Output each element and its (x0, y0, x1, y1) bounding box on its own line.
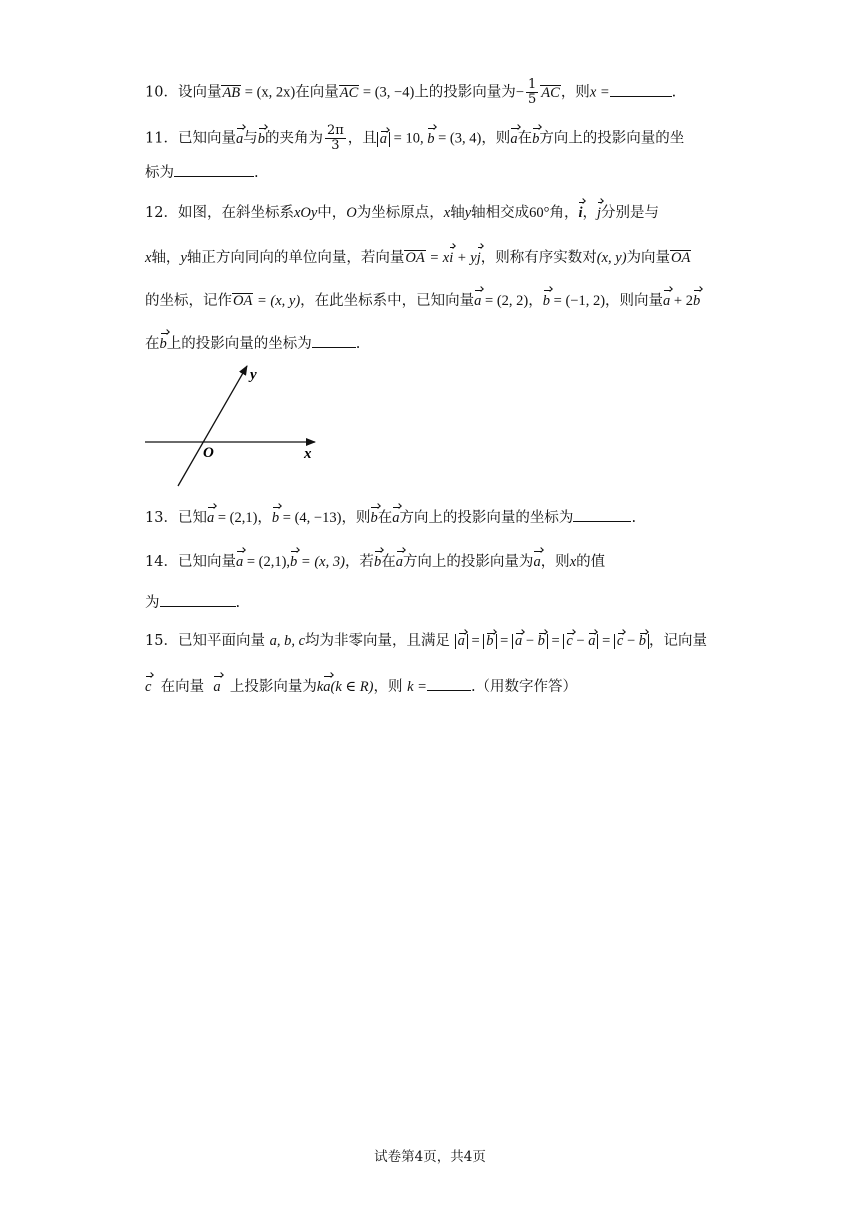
question-14-line2: 为 . (145, 592, 240, 613)
question-number: 11． (145, 130, 178, 147)
vector-ab: AB (222, 84, 241, 101)
question-number: 14． (145, 554, 178, 570)
vectors-abc: a, b, c (269, 633, 305, 649)
vector-b: b (257, 130, 265, 147)
answer-blank[interactable] (312, 333, 356, 348)
page-footer: 试卷第4页，共4页 (374, 1149, 486, 1165)
origin-label: O (203, 445, 214, 461)
question-number: 15． (145, 633, 178, 649)
y-axis (178, 366, 247, 486)
question-15: 15．已知平面向量 a, b, c均为非零向量，且满足 a = b = a − b = c − a = c − b ，记向量 (145, 633, 708, 649)
equal-magnitudes: a = b = a − b = c − a = c − b (455, 633, 649, 649)
fraction: $\frac{2\pi}{3}$ (326, 123, 344, 153)
vector-a: a (235, 130, 244, 147)
answer-blank[interactable] (427, 676, 471, 691)
y-axis-label: y (250, 367, 257, 383)
vector-ac: AC (339, 84, 359, 101)
answer-blank[interactable] (174, 162, 254, 177)
answer-blank[interactable] (610, 82, 672, 97)
fraction: $\frac{1}{5}$ (528, 77, 537, 107)
abs-a: a (377, 132, 390, 147)
vector-oa: OA (233, 293, 253, 309)
question-11-line2: 标为 . (145, 162, 259, 183)
question-13: 13．已知a = (2,1)，b = (4, −13)，则b在a方向上的投影向量的坐标为 . (145, 507, 636, 528)
question-14: 14．已知向量a = (2,1),b = (x, 3)，若b在a方向上的投影向量为a，则x的值 (145, 554, 606, 570)
question-15-line2: c 在向量 a 上投影向量为ka(k ∈ R)，则 k = .（用数字作答） (145, 676, 577, 697)
vector-oa: OA (671, 250, 691, 266)
question-number: 10． (145, 84, 178, 101)
x-axis-label: x (304, 446, 312, 462)
question-12-line3: 的坐标，记作OA = (x, y)，在此坐标系中，已知向量a = (2, 2)，b = (−1, 2)，则向量a + 2b (145, 293, 701, 309)
vector-ac: AC (541, 84, 560, 101)
answer-blank[interactable] (160, 592, 236, 607)
vector-oa: OA (405, 250, 425, 266)
question-number: 13． (145, 510, 178, 526)
answer-blank[interactable] (573, 507, 631, 522)
question-10: 10．设向量AB = (x, 2x)在向量AC = (3, −4)上的投影向量为− $\frac{1}{5}$ AC，则x = . (145, 77, 677, 107)
question-number: 12． (145, 205, 178, 221)
oblique-coordinate-figure (140, 362, 340, 492)
question-12: 12．如图，在斜坐标系xOy中，O为坐标原点，x轴y轴相交成60°角，i，j分别是与 (145, 205, 660, 221)
question-11: 11．已知向量a与b的夹角为 $\frac{2\pi}{3}$ ，且 a = 10, b = (3, 4)，则a在b方向上的投影向量的坐 (145, 123, 685, 153)
question-12-line2: x轴，y轴正方向同向的单位向量，若向量OA = xi + yj，则称有序实数对(x, y)为向量OA (145, 250, 691, 266)
question-12-line4: 在b上的投影向量的坐标为 . (145, 333, 360, 354)
